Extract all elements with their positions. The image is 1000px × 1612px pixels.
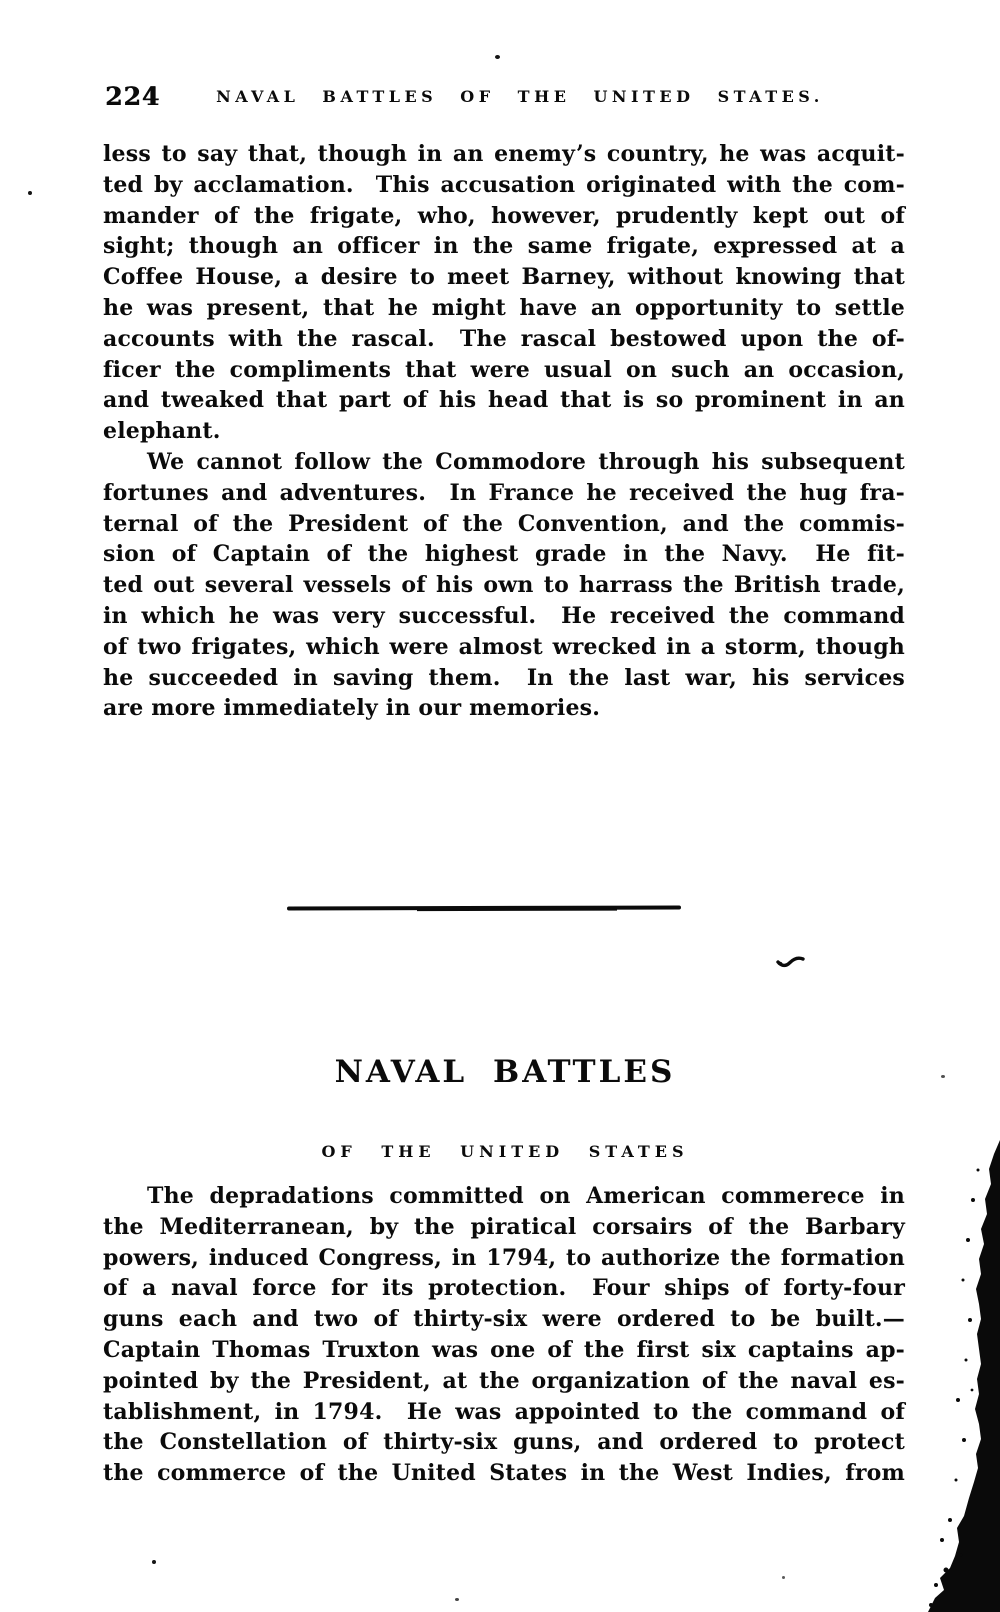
text-line: powers, induced Congress, in 1794, to authorize the formation bbox=[103, 1244, 905, 1271]
text-line: he succeeded in saving them. In the last war, his services bbox=[103, 664, 905, 691]
text-line: ted out several vessels of his own to harrass the British trade, bbox=[103, 572, 905, 599]
body-text-bottom bbox=[103, 1181, 905, 1489]
chapter-subtitle: OF THE UNITED STATES bbox=[321, 1142, 689, 1161]
text-line: ficer the compliments that were usual on such an occasion, bbox=[103, 356, 905, 383]
ink-speck bbox=[455, 1598, 459, 1601]
text-line: in which he was very successful. He received the command bbox=[103, 602, 905, 629]
body-text-top bbox=[103, 139, 905, 724]
text-line: guns each and two of thirty-six were ordered to be built.— bbox=[103, 1306, 905, 1333]
text-line: of a naval force for its protection. Four ships of forty-four bbox=[103, 1275, 905, 1302]
text-line: ternal of the President of the Convention, and the commis- bbox=[103, 510, 905, 537]
ink-speck bbox=[495, 55, 500, 59]
text-line: pointed by the President, at the organization of the naval es- bbox=[103, 1367, 905, 1394]
text-line: sight; though an officer in the same frigate, expressed at a bbox=[103, 233, 905, 260]
section-divider-rule bbox=[287, 905, 681, 910]
text-line: tablishment, in 1794. He was appointed to the command of bbox=[103, 1398, 905, 1425]
text-line: the Mediterranean, by the piratical corsairs of the Barbary bbox=[103, 1213, 905, 1240]
scan-gutter-shadow bbox=[928, 1140, 1000, 1612]
text-line: and tweaked that part of his head that is so prominent in an bbox=[103, 387, 905, 414]
text-line: We cannot follow the Commodore through his subsequent bbox=[147, 448, 905, 475]
ink-speck bbox=[941, 1075, 945, 1078]
chapter-title: NAVAL BATTLES bbox=[334, 1054, 676, 1090]
ink-speck bbox=[782, 1576, 785, 1579]
text-line: fortunes and adventures. In France he received the hug fra- bbox=[103, 479, 905, 506]
text-line: he was present, that he might have an opportunity to settle bbox=[103, 294, 905, 321]
pen-mark-icon bbox=[776, 953, 806, 971]
text-line: less to say that, though in an enemy’s country, he was acquit- bbox=[103, 141, 905, 167]
running-title: NAVAL BATTLES OF THE UNITED STATES. bbox=[216, 87, 824, 106]
text-line: of two frigates, which were almost wrecked in a storm, though bbox=[103, 633, 905, 660]
text-line: the Constellation of thirty-six guns, and ordered to protect bbox=[103, 1429, 905, 1456]
ink-speck bbox=[28, 191, 32, 195]
text-line: Captain Thomas Truxton was one of the first six captains ap- bbox=[103, 1336, 905, 1363]
ink-speck bbox=[152, 1560, 156, 1564]
text-line: sion of Captain of the highest grade in the Navy. He fit- bbox=[103, 541, 905, 568]
page-number: 224 bbox=[105, 82, 161, 111]
text-line: are more immediately in our memories. bbox=[103, 695, 601, 722]
text-line: elephant. bbox=[103, 418, 221, 445]
text-line: mander of the frigate, who, however, prudently kept out of bbox=[103, 202, 905, 229]
text-line: the commerce of the United States in the West Indies, from bbox=[103, 1460, 905, 1487]
text-line: The depradations committed on American commerece in bbox=[147, 1183, 905, 1209]
text-line: ted by acclamation. This accusation originated with the com- bbox=[103, 171, 905, 198]
text-line: accounts with the rascal. The rascal bestowed upon the of- bbox=[103, 325, 905, 352]
text-line: Coffee House, a desire to meet Barney, without knowing that bbox=[103, 264, 905, 291]
running-header bbox=[105, 82, 905, 112]
